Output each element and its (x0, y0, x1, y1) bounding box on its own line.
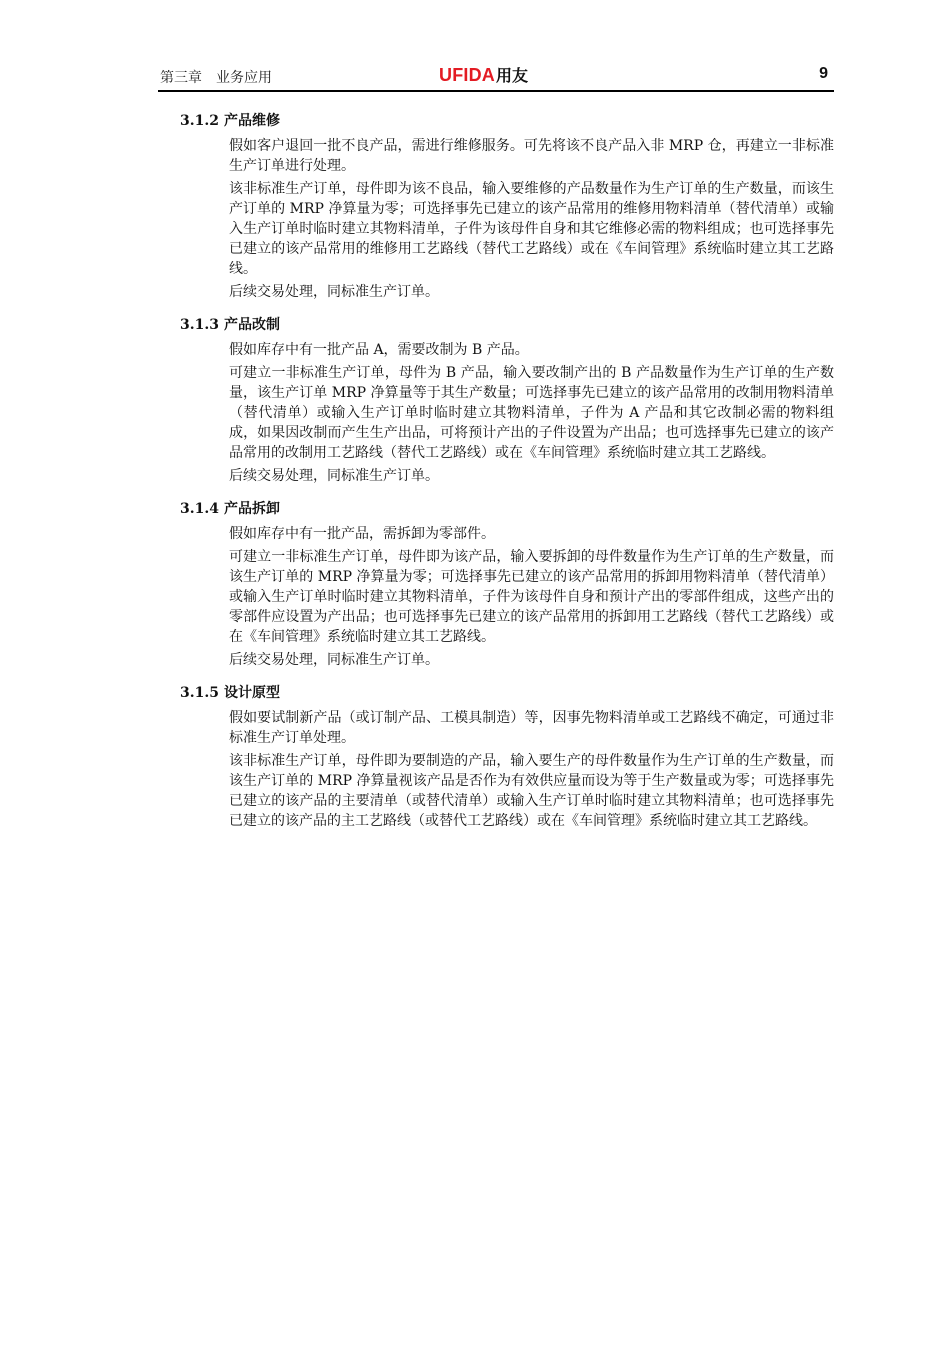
paragraph: 可建立一非标准生产订单，母件即为该产品，输入要拆卸的母件数量作为生产订单的生产数量，而该生产订单的 MRP 净算量为零；可选择事先已建立的该产品常用的拆卸用物料清单（替代清单）或输入生产订单时临时建立其物料清单，子件为该母件自身和预计产出的零部件组成，这些产出的零部件应设置为产出品；也可选择事先已建立的该产品常用的拆卸用工艺路线（替代工艺路线）或在《车间管理》系统临时建立其工艺路线。 (229, 549, 834, 645)
chapter-title: 第三章 业务应用 (160, 70, 272, 86)
logo-cn-text: 用友 (496, 68, 529, 85)
section-title: 产品改制 (224, 317, 280, 333)
section-heading (180, 106, 834, 136)
paragraph: 假如客户退回一批不良产品，需进行维修服务。可先将该不良产品入非 MRP 仓，再建立一非标准生产订单进行处理。 (229, 138, 834, 174)
section-product-repair (180, 106, 834, 302)
document-body (180, 106, 834, 839)
section-heading (180, 678, 834, 708)
paragraph: 假如库存中有一批产品 A，需要改制为 B 产品。 (229, 342, 529, 358)
section-heading (180, 310, 834, 340)
paragraph: 该非标准生产订单，母件即为要制造的产品，输入要生产的母件数量作为生产订单的生产数量，而该生产订单的 MRP 净算量视该产品是否作为有效供应量而设为等于生产数量或为零；可选择事先已建立的该产品的主要清单（或替代清单）或输入生产订单时临时建立其物料清单；也可选择事先已建立的该产品的主工艺路线（或替代工艺路线）或在《车间管理》系统临时建立其工艺路线。 (229, 753, 834, 829)
section-title: 产品维修 (224, 113, 280, 129)
section-number: 3.1.2 (180, 113, 219, 129)
paragraph: 假如要试制新产品（或订制产品、工模具制造）等，因事先物料清单或工艺路线不确定，可通过非标准生产订单处理。 (229, 710, 834, 746)
page-header (158, 62, 834, 92)
paragraph: 后续交易处理，同标准生产订单。 (229, 652, 439, 668)
paragraph: 后续交易处理，同标准生产订单。 (229, 284, 439, 300)
section-number: 3.1.3 (180, 317, 219, 333)
page-number: 9 (819, 65, 828, 82)
paragraph: 可建立一非标准生产订单，母件为 B 产品，输入要改制产出的 B 产品数量作为生产订单的生产数量，该生产订单 MRP 净算量等于其生产数量；可选择事先已建立的该产品常用的改制用物料清单（替代清单）或输入生产订单时临时建立其物料清单，子件为 A 产品和其它改制必需的物料组成，如果因改制而产生生产出品，可将预计产出的子件设置为产出品；也可选择事先已建立的该产品常用的改制用工艺路线（替代工艺路线）或在《车间管理》系统临时建立其工艺路线。 (229, 365, 834, 461)
section-number: 3.1.5 (180, 685, 219, 701)
logo-brand-text: UFIDA (439, 65, 495, 85)
section-title: 设计原型 (224, 685, 280, 701)
section-title: 产品拆卸 (224, 501, 280, 517)
section-design-prototype (180, 678, 834, 831)
paragraph: 后续交易处理，同标准生产订单。 (229, 468, 439, 484)
section-product-modification (180, 310, 834, 486)
section-heading (180, 494, 834, 524)
section-product-disassembly (180, 494, 834, 670)
section-number: 3.1.4 (180, 501, 219, 517)
ufida-logo (439, 63, 528, 86)
paragraph: 该非标准生产订单，母件即为该不良品，输入要维修的产品数量作为生产订单的生产数量，而该生产订单的 MRP 净算量为零；可选择事先已建立的该产品常用的维修用物料清单（替代清单）或输入生产订单时临时建立其物料清单，子件为该母件自身和其它维修必需的物料组成；也可选择事先已建立的该产品常用的维修用工艺路线（替代工艺路线）或在《车间管理》系统临时建立其工艺路线。 (229, 181, 834, 277)
paragraph: 假如库存中有一批产品，需拆卸为零部件。 (229, 526, 495, 542)
